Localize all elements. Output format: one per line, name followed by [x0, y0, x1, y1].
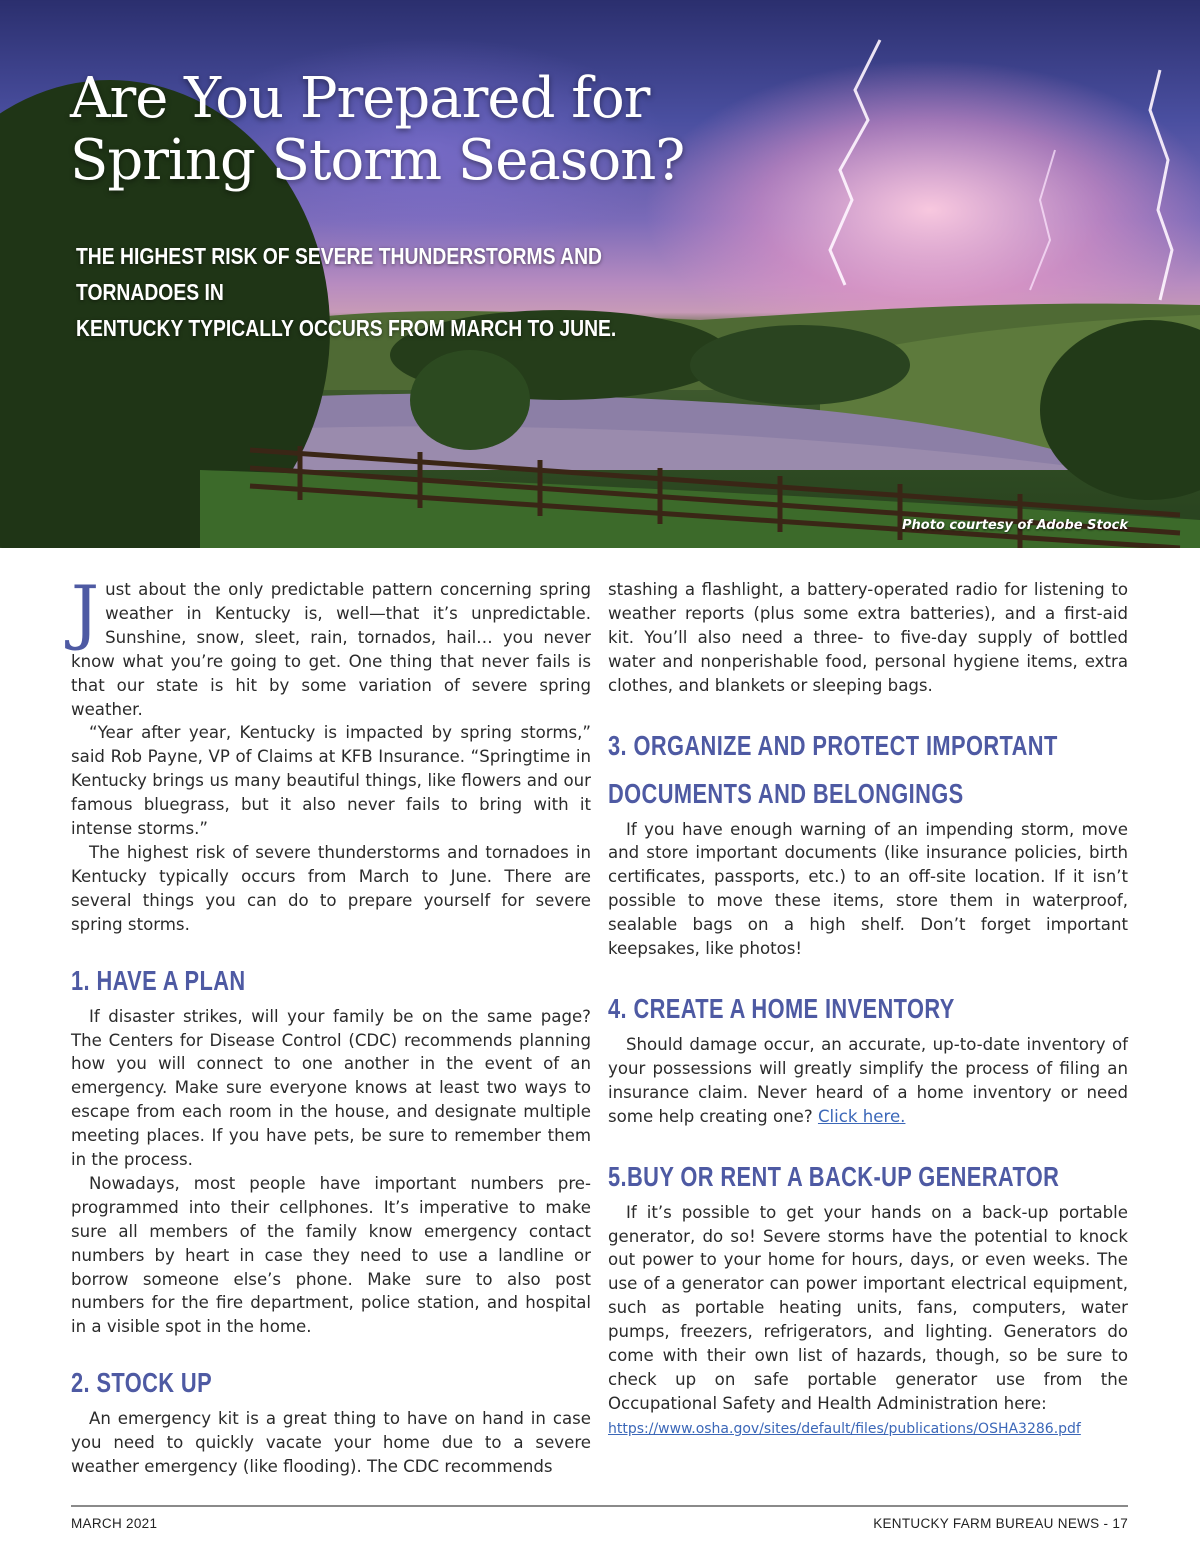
generator-paragraph: If it’s possible to get your hands on a back-up portable generator, do so! Severe storms have the potential to knock out power to your home for hours, days, or even weeks. The use of a generator can power important electrical equipment, such as portable heating units, fans, computers, water pumps, freezers, refrigerators, and lighting. Generators do come with their own list of hazards, though, so be sure to check up on safe portable generator use from the Occupational Safety and Health Administration here: — [608, 1202, 1128, 1413]
inventory-text: Should damage occur, an accurate, up-to-date inventory of your possessions will greatly simplify the process of filing an insurance claim. Never heard of a home inventory or need some help creating one? — [608, 1034, 1128, 1126]
subtitle — [76, 238, 630, 346]
section-heading-documents: 3. ORGANIZE AND PROTECT IMPORTANT DOCUMENTS AND BELONGINGS — [608, 729, 1058, 809]
plan-paragraph: If disaster strikes, will your family be on the same page? The Centers for Disease Control (CDC) recommends planning how you will connect to one another in the event of an emergency. Make sure everyone knows at least two ways to escape from each room in the house, and designate multiple meeting places. If you have pets, be sure to remember them in the process. — [71, 1006, 591, 1170]
lightning-bolt — [1150, 70, 1172, 300]
title-line: Are You Prepared for — [70, 66, 650, 131]
quote-paragraph: “Year after year, Kentucky is impacted by spring storms,” said Rob Payne, VP of Claims at KFB Insurance. “Springtime in Kentucky brings us many beautiful things, like flowers and our famous bluegrass, but it also never fails to bring with it intense storms.” — [71, 723, 591, 839]
right-column — [608, 578, 1128, 1442]
subtitle-line: KENTUCKY TYPICALLY OCCURS FROM MARCH TO JUNE. — [76, 315, 617, 341]
section-heading-generator: 5.BUY OR RENT A BACK-UP GENERATOR — [608, 1160, 1060, 1192]
lightning-bolt — [1030, 150, 1055, 290]
title-line: Spring Storm Season? — [70, 128, 685, 193]
footer-divider — [71, 1505, 1128, 1507]
subtitle-line: THE HIGHEST RISK OF SEVERE THUNDERSTORMS AND TORNADOES IN — [76, 243, 602, 305]
footer-date: MARCH 2021 — [71, 1516, 158, 1531]
drop-cap: J — [71, 571, 100, 653]
section-heading-plan: 1. HAVE A PLAN — [71, 964, 246, 996]
risk-paragraph: The highest risk of severe thunderstorms and tornadoes in Kentucky typically occurs from March to June. There are several things you can do to prepare yourself for severe spring storms. — [71, 842, 591, 934]
stock-up-paragraph-continued: stashing a flashlight, a battery-operated radio for listening to weather reports (plus some extra batteries), and a first-aid kit. You’ll also need a three- to five-day supply of bottled water and nonperishable food, personal hygiene items, extra clothes, and blankets or sleeping bags. — [608, 580, 1128, 695]
hero-photo — [0, 0, 1200, 548]
section-heading-stock-up: 2. STOCK UP — [71, 1367, 213, 1399]
lightning-bolt — [830, 40, 880, 285]
inventory-link[interactable]: Click here. — [817, 1106, 906, 1126]
left-column — [71, 571, 591, 1479]
stock-up-paragraph: An emergency kit is a great thing to have on hand in case you need to quickly vacate your home due to a severe weather emergency (like flooding). The CDC recommends — [71, 1409, 591, 1477]
section-heading-inventory: 4. CREATE A HOME INVENTORY — [608, 992, 955, 1024]
documents-paragraph: If you have enough warning of an impending storm, move and store important documents (like insurance policies, birth certificates, passports, etc.) to an off-site location. If it isn’t possible to move these items, store them in waterproof, sealable bags on a high shelf. Don’t forget important keepsakes, like photos! — [608, 819, 1128, 959]
inventory-paragraph — [608, 1033, 1128, 1129]
footer-publication: KENTUCKY FARM BUREAU NEWS - 17 — [873, 1516, 1128, 1531]
osha-link-line — [608, 1416, 1128, 1442]
photo-credit: Photo courtesy of Adobe Stock — [902, 518, 1128, 533]
numbers-paragraph: Nowadays, most people have important numbers pre-programmed into their cellphones. It’s imperative to make sure all members of the family know emergency contact numbers by heart in case they need to use a landline or borrow someone else’s phone. Make sure to also post numbers for the fire department, police station, and hospital in a visible spot in the home. — [71, 1173, 591, 1337]
intro-text: ust about the only predictable pattern concerning spring weather in Kentucky is, well—that it’s unpredictable. Sunshine, snow, sleet, rain, tornados, hail… you never know what you’re going to get. One thing that never fails is that our state is hit by some variation of severe spring weather. — [71, 580, 591, 719]
intro-paragraph — [71, 571, 591, 721]
tree-cluster — [690, 325, 910, 405]
osha-link[interactable]: https://www.osha.gov/sites/default/files/publications/OSHA3286.pdf — [608, 1420, 1081, 1437]
page-title — [70, 68, 684, 192]
